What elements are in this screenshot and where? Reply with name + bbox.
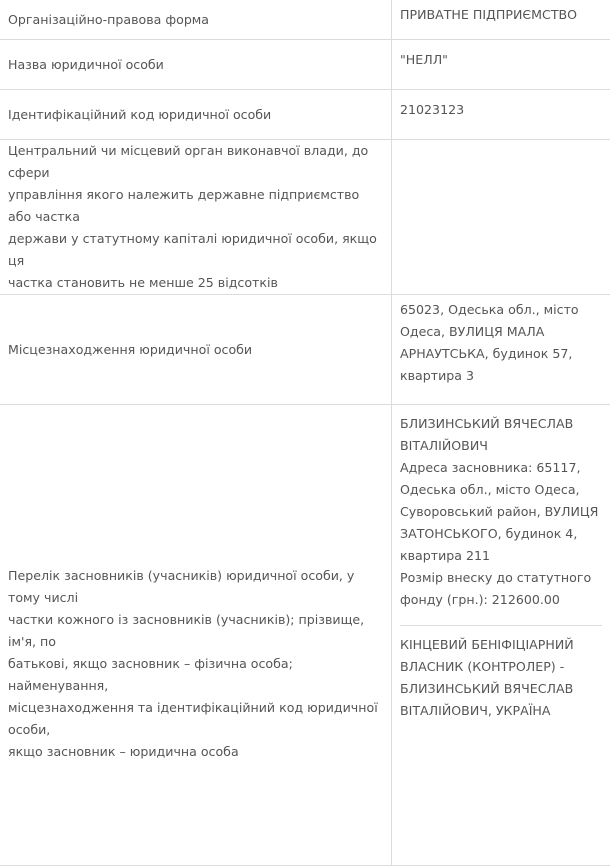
org-legal-form-value: ПРИВАТНЕ ПІДПРИЄМСТВО bbox=[392, 0, 610, 40]
location-value: 65023, Одеська обл., місто Одеса, ВУЛИЦЯ МАЛА АРНАУТСЬКА, будинок 57, квартира 3 bbox=[400, 299, 602, 387]
identification-code-label: Ідентифікаційний код юридичної особи bbox=[0, 90, 392, 140]
governing-authority-value bbox=[392, 140, 610, 295]
governing-authority-label: Центральний чи місцевий орган виконавчої влади, до сфери управління якого належить державне підприємство або частка держави у статутному капіталі юридичної особи, якщо ця частка становить не менше 25 відсотків bbox=[8, 140, 383, 294]
founders-label: Перелік засновників (учасників) юридичної особи, у тому числі частки кожного із засновників (учасників); прізвище, ім'я, по батькові, якщо засновник – фізична особа; найменування, місцезнаходження та ідентифікаційний код юридичної особи, якщо засновник – юридична особа bbox=[8, 565, 383, 763]
location-label: Місцезнаходження юридичної особи bbox=[0, 295, 392, 405]
governing-authority-cell bbox=[0, 140, 392, 295]
entity-name-value: "НЕЛЛ" bbox=[392, 40, 610, 90]
entity-name-label: Назва юридичної особи bbox=[0, 40, 392, 90]
table-row bbox=[0, 0, 610, 40]
table-row bbox=[0, 295, 610, 405]
beneficiary-details: КІНЦЕВИЙ БЕНІФІЦІАРНИЙ ВЛАСНИК (КОНТРОЛЕР) - БЛИЗИНСЬКИЙ ВЯЧЕСЛАВ ВІТАЛІЙОВИЧ, УКРАЇНА bbox=[400, 634, 602, 722]
identification-code-value: 21023123 bbox=[392, 90, 610, 140]
location-cell bbox=[392, 295, 610, 405]
founders-cell bbox=[0, 405, 392, 866]
founder-details: БЛИЗИНСЬКИЙ ВЯЧЕСЛАВ ВІТАЛІЙОВИЧ Адреса засновника: 65117, Одеська обл., місто Одеса, Суворовський район, ВУЛИЦЯ ЗАТОНСЬКОГО, будинок 4, квартира 211 Розмір внеску до статутного фонду (грн.): 212600.00 bbox=[400, 413, 602, 611]
divider bbox=[400, 611, 602, 626]
table-row bbox=[0, 405, 610, 866]
table-row bbox=[0, 90, 610, 140]
founders-value-cell bbox=[392, 405, 610, 866]
table-row bbox=[0, 140, 610, 295]
org-legal-form-label: Організаційно-правова форма bbox=[0, 0, 392, 40]
table-row bbox=[0, 40, 610, 90]
